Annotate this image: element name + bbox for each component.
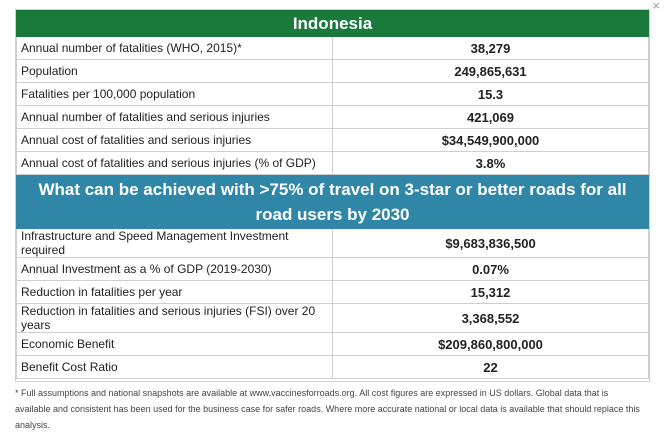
table-row	[17, 129, 649, 152]
row-label: Annual Investment as a % of GDP (2019-2030)	[17, 258, 333, 281]
row-label: Reduction in fatalities and serious injuries (FSI) over 20 years	[17, 304, 333, 333]
table-row	[17, 281, 649, 304]
table-row	[17, 37, 649, 60]
section-title: What can be achieved with >75% of travel on 3-star or better roads for all road users by 2030	[17, 175, 649, 229]
row-value: 38,279	[333, 37, 649, 60]
row-value: $34,549,900,000	[333, 129, 649, 152]
row-label: Benefit Cost Ratio	[17, 356, 333, 379]
row-value: 421,069	[333, 106, 649, 129]
row-label: Infrastructure and Speed Management Investment required	[17, 229, 333, 258]
table-row	[17, 356, 649, 379]
table-row	[17, 258, 649, 281]
row-label: Economic Benefit	[17, 333, 333, 356]
row-label: Population	[17, 60, 333, 83]
row-label: Annual number of fatalities (WHO, 2015)*	[17, 37, 333, 60]
title-row	[17, 11, 649, 37]
row-label: Annual cost of fatalities and serious injuries (% of GDP)	[17, 152, 333, 175]
row-value: 0.07%	[333, 258, 649, 281]
close-icon[interactable]: ×	[652, 0, 660, 13]
table-row	[17, 83, 649, 106]
row-label: Reduction in fatalities per year	[17, 281, 333, 304]
row-value: 3.8%	[333, 152, 649, 175]
table-row	[17, 304, 649, 333]
row-value: 3,368,552	[333, 304, 649, 333]
row-value: 22	[333, 356, 649, 379]
table-row	[17, 60, 649, 83]
row-value: 249,865,631	[333, 60, 649, 83]
table-row	[17, 333, 649, 356]
row-label: Fatalities per 100,000 population	[17, 83, 333, 106]
row-label: Annual cost of fatalities and serious injuries	[17, 129, 333, 152]
table-title: Indonesia	[17, 11, 649, 37]
row-value: $209,860,800,000	[333, 333, 649, 356]
footnote: * Full assumptions and national snapshots are available at www.vaccinesforroads.org. All cost figures are expressed in US dollars. Global data that is available and consistent has been used for the business case for safer roads. Where more accurate national or local data is available that should replace this analysis.	[15, 388, 640, 430]
country-snapshot-table	[15, 9, 650, 382]
row-value: 15.3	[333, 83, 649, 106]
row-value: 15,312	[333, 281, 649, 304]
row-value: $9,683,836,500	[333, 229, 649, 258]
row-label: Annual number of fatalities and serious injuries	[17, 106, 333, 129]
table-row	[17, 106, 649, 129]
data-table	[16, 10, 649, 379]
table-row	[17, 229, 649, 258]
table-row	[17, 152, 649, 175]
section-header-row	[17, 175, 649, 229]
